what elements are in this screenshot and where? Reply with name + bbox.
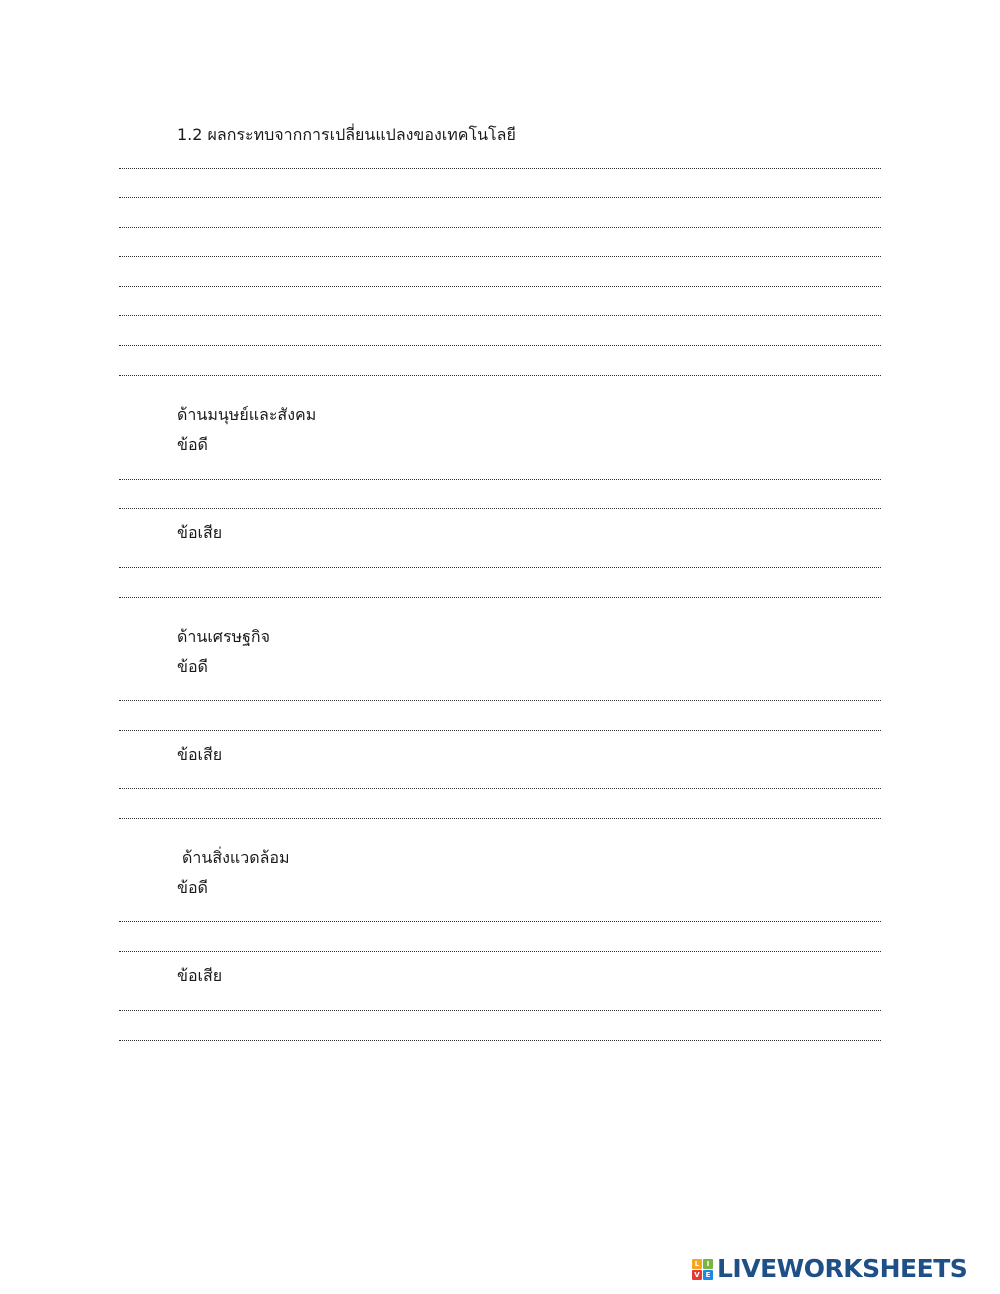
brand-text: LIVEWORKSHEETS: [717, 1254, 968, 1283]
section-title-economy: ด้านเศรษฐกิจ: [177, 627, 270, 646]
logo-tile: E: [703, 1270, 713, 1280]
answer-line[interactable]: [119, 921, 881, 922]
answer-line[interactable]: [119, 951, 881, 952]
pros-label-environment: ข้อดี: [177, 878, 208, 897]
section-title-society: ด้านมนุษย์และสังคม: [177, 405, 317, 424]
answer-line[interactable]: [119, 479, 881, 480]
cons-label-economy: ข้อเสีย: [177, 745, 223, 764]
answer-line[interactable]: [119, 315, 881, 316]
liveworksheets-logo-icon: [692, 1259, 713, 1280]
pros-label-economy: ข้อดี: [177, 657, 208, 676]
answer-line[interactable]: [119, 227, 881, 228]
answer-line[interactable]: [119, 730, 881, 731]
answer-line[interactable]: [119, 597, 881, 598]
answer-line[interactable]: [119, 197, 881, 198]
answer-line[interactable]: [119, 168, 881, 169]
logo-tile: L: [692, 1259, 702, 1269]
answer-line[interactable]: [119, 345, 881, 346]
pros-label-society: ข้อดี: [177, 435, 208, 454]
cons-label-environment: ข้อเสีย: [177, 966, 223, 985]
answer-line[interactable]: [119, 256, 881, 257]
answer-line[interactable]: [119, 818, 881, 819]
section-title-environment: ด้านสิ่งแวดล้อม: [182, 848, 290, 867]
answer-line[interactable]: [119, 788, 881, 789]
section-heading: 1.2 ผลกระทบจากการเปลี่ยนแปลงของเทคโนโลยี: [177, 125, 516, 144]
answer-line[interactable]: [119, 1010, 881, 1011]
answer-line[interactable]: [119, 1040, 881, 1041]
liveworksheets-brand: [692, 1255, 967, 1283]
logo-tile: V: [692, 1270, 702, 1280]
answer-line[interactable]: [119, 508, 881, 509]
logo-tile: I: [703, 1259, 713, 1269]
answer-line[interactable]: [119, 567, 881, 568]
cons-label-society: ข้อเสีย: [177, 523, 223, 542]
answer-line[interactable]: [119, 286, 881, 287]
answer-line[interactable]: [119, 375, 881, 376]
answer-line[interactable]: [119, 700, 881, 701]
